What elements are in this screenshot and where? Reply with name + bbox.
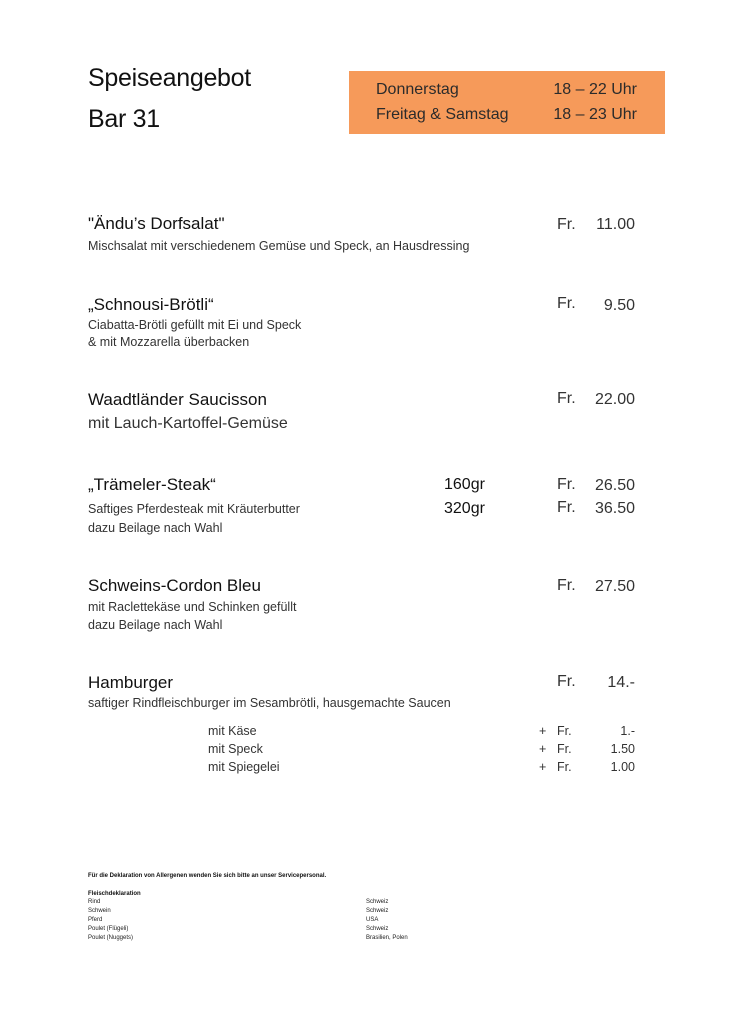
page-title: Speiseangebot (88, 64, 251, 92)
dish-desc: dazu Beilage nach Wahl (88, 521, 223, 535)
meat-origin: Schweiz (366, 926, 389, 932)
currency-label: Fr. (557, 499, 576, 516)
opening-hours-box (349, 71, 665, 134)
size-label: 320gr (444, 500, 485, 517)
dish-price: 22.00 (594, 391, 635, 408)
currency-label: Fr. (557, 673, 576, 690)
currency-label: Fr. (557, 216, 576, 233)
meat-origin: Brasilien, Polen (366, 935, 408, 941)
currency-label: Fr. (557, 390, 576, 407)
currency-label: Fr. (557, 577, 576, 594)
dish-name: Schweins-Cordon Bleu (88, 576, 261, 595)
currency-label: Fr. (557, 476, 576, 493)
meat-origin: Schweiz (366, 908, 389, 914)
extra-currency: Fr. (557, 760, 572, 774)
extra-price: 1.50 (610, 742, 635, 756)
meat-animal: Schwein (88, 908, 111, 914)
size-label: 160gr (444, 476, 485, 493)
extra-currency: Fr. (557, 724, 572, 738)
currency-label: Fr. (557, 295, 576, 312)
dish-desc: Ciabatta-Brötli gefüllt mit Ei und Speck (88, 318, 302, 332)
dish-desc: mit Raclettekäse und Schinken gefüllt (88, 600, 297, 614)
meat-animal: Poulet (Nuggets) (88, 935, 134, 941)
extra-currency: Fr. (557, 742, 572, 756)
meat-origin: Schweiz (366, 899, 389, 905)
dish-price: 11.00 (596, 216, 635, 233)
meat-origin: USA (366, 917, 379, 923)
dish-desc: dazu Beilage nach Wahl (88, 618, 223, 632)
dish-desc: Mischsalat mit verschiedenem Gemüse und Speck, an Hausdressing (88, 239, 470, 253)
dish-name: „Schnousi-Brötli“ (88, 295, 214, 314)
extra-price: 1.- (620, 724, 635, 738)
hours-time-1: 18 – 22 Uhr (553, 81, 637, 98)
extra-label: mit Käse (208, 724, 257, 738)
extra-plus: + (539, 724, 547, 738)
page-subtitle: Bar 31 (88, 105, 160, 133)
dish-desc: & mit Mozzarella überbacken (88, 335, 250, 349)
extra-plus: + (539, 742, 547, 756)
hours-day-1: Donnerstag (376, 81, 459, 98)
dish-name: „Trämeler-Steak“ (88, 475, 216, 494)
allergen-note: Für die Deklaration von Allergenen wenden Sie sich bitte an unser Servicepersonal. (88, 873, 327, 879)
meat-animal: Pferd (88, 917, 103, 923)
hours-time-2: 18 – 23 Uhr (553, 106, 637, 123)
hours-day-2: Freitag & Samstag (376, 106, 509, 123)
dish-name: Waadtländer Saucisson (88, 390, 267, 409)
dish-price: 36.50 (594, 500, 635, 517)
dish-name: "Ändu’s Dorfsalat" (88, 214, 225, 233)
dish-desc: mit Lauch-Kartoffel-Gemüse (88, 415, 288, 432)
dish-price: 26.50 (594, 477, 635, 494)
dish-price: 27.50 (594, 578, 635, 595)
meat-animal: Rind (88, 899, 101, 905)
meat-declaration-heading: Fleischdeklaration (88, 891, 141, 897)
dish-desc: Saftiges Pferdesteak mit Kräuterbutter (88, 502, 300, 516)
meat-animal: Poulet (Flügeli) (88, 926, 129, 932)
extra-plus: + (539, 760, 547, 774)
extra-label: mit Spiegelei (208, 760, 280, 774)
extra-price: 1.00 (610, 760, 635, 774)
extra-label: mit Speck (208, 742, 263, 756)
dish-price: 9.50 (603, 297, 635, 314)
dish-name: Hamburger (88, 673, 174, 692)
dish-desc: saftiger Rindfleischburger im Sesambrötli, hausgemachte Saucen (88, 696, 451, 710)
dish-price: 14.- (607, 674, 635, 691)
